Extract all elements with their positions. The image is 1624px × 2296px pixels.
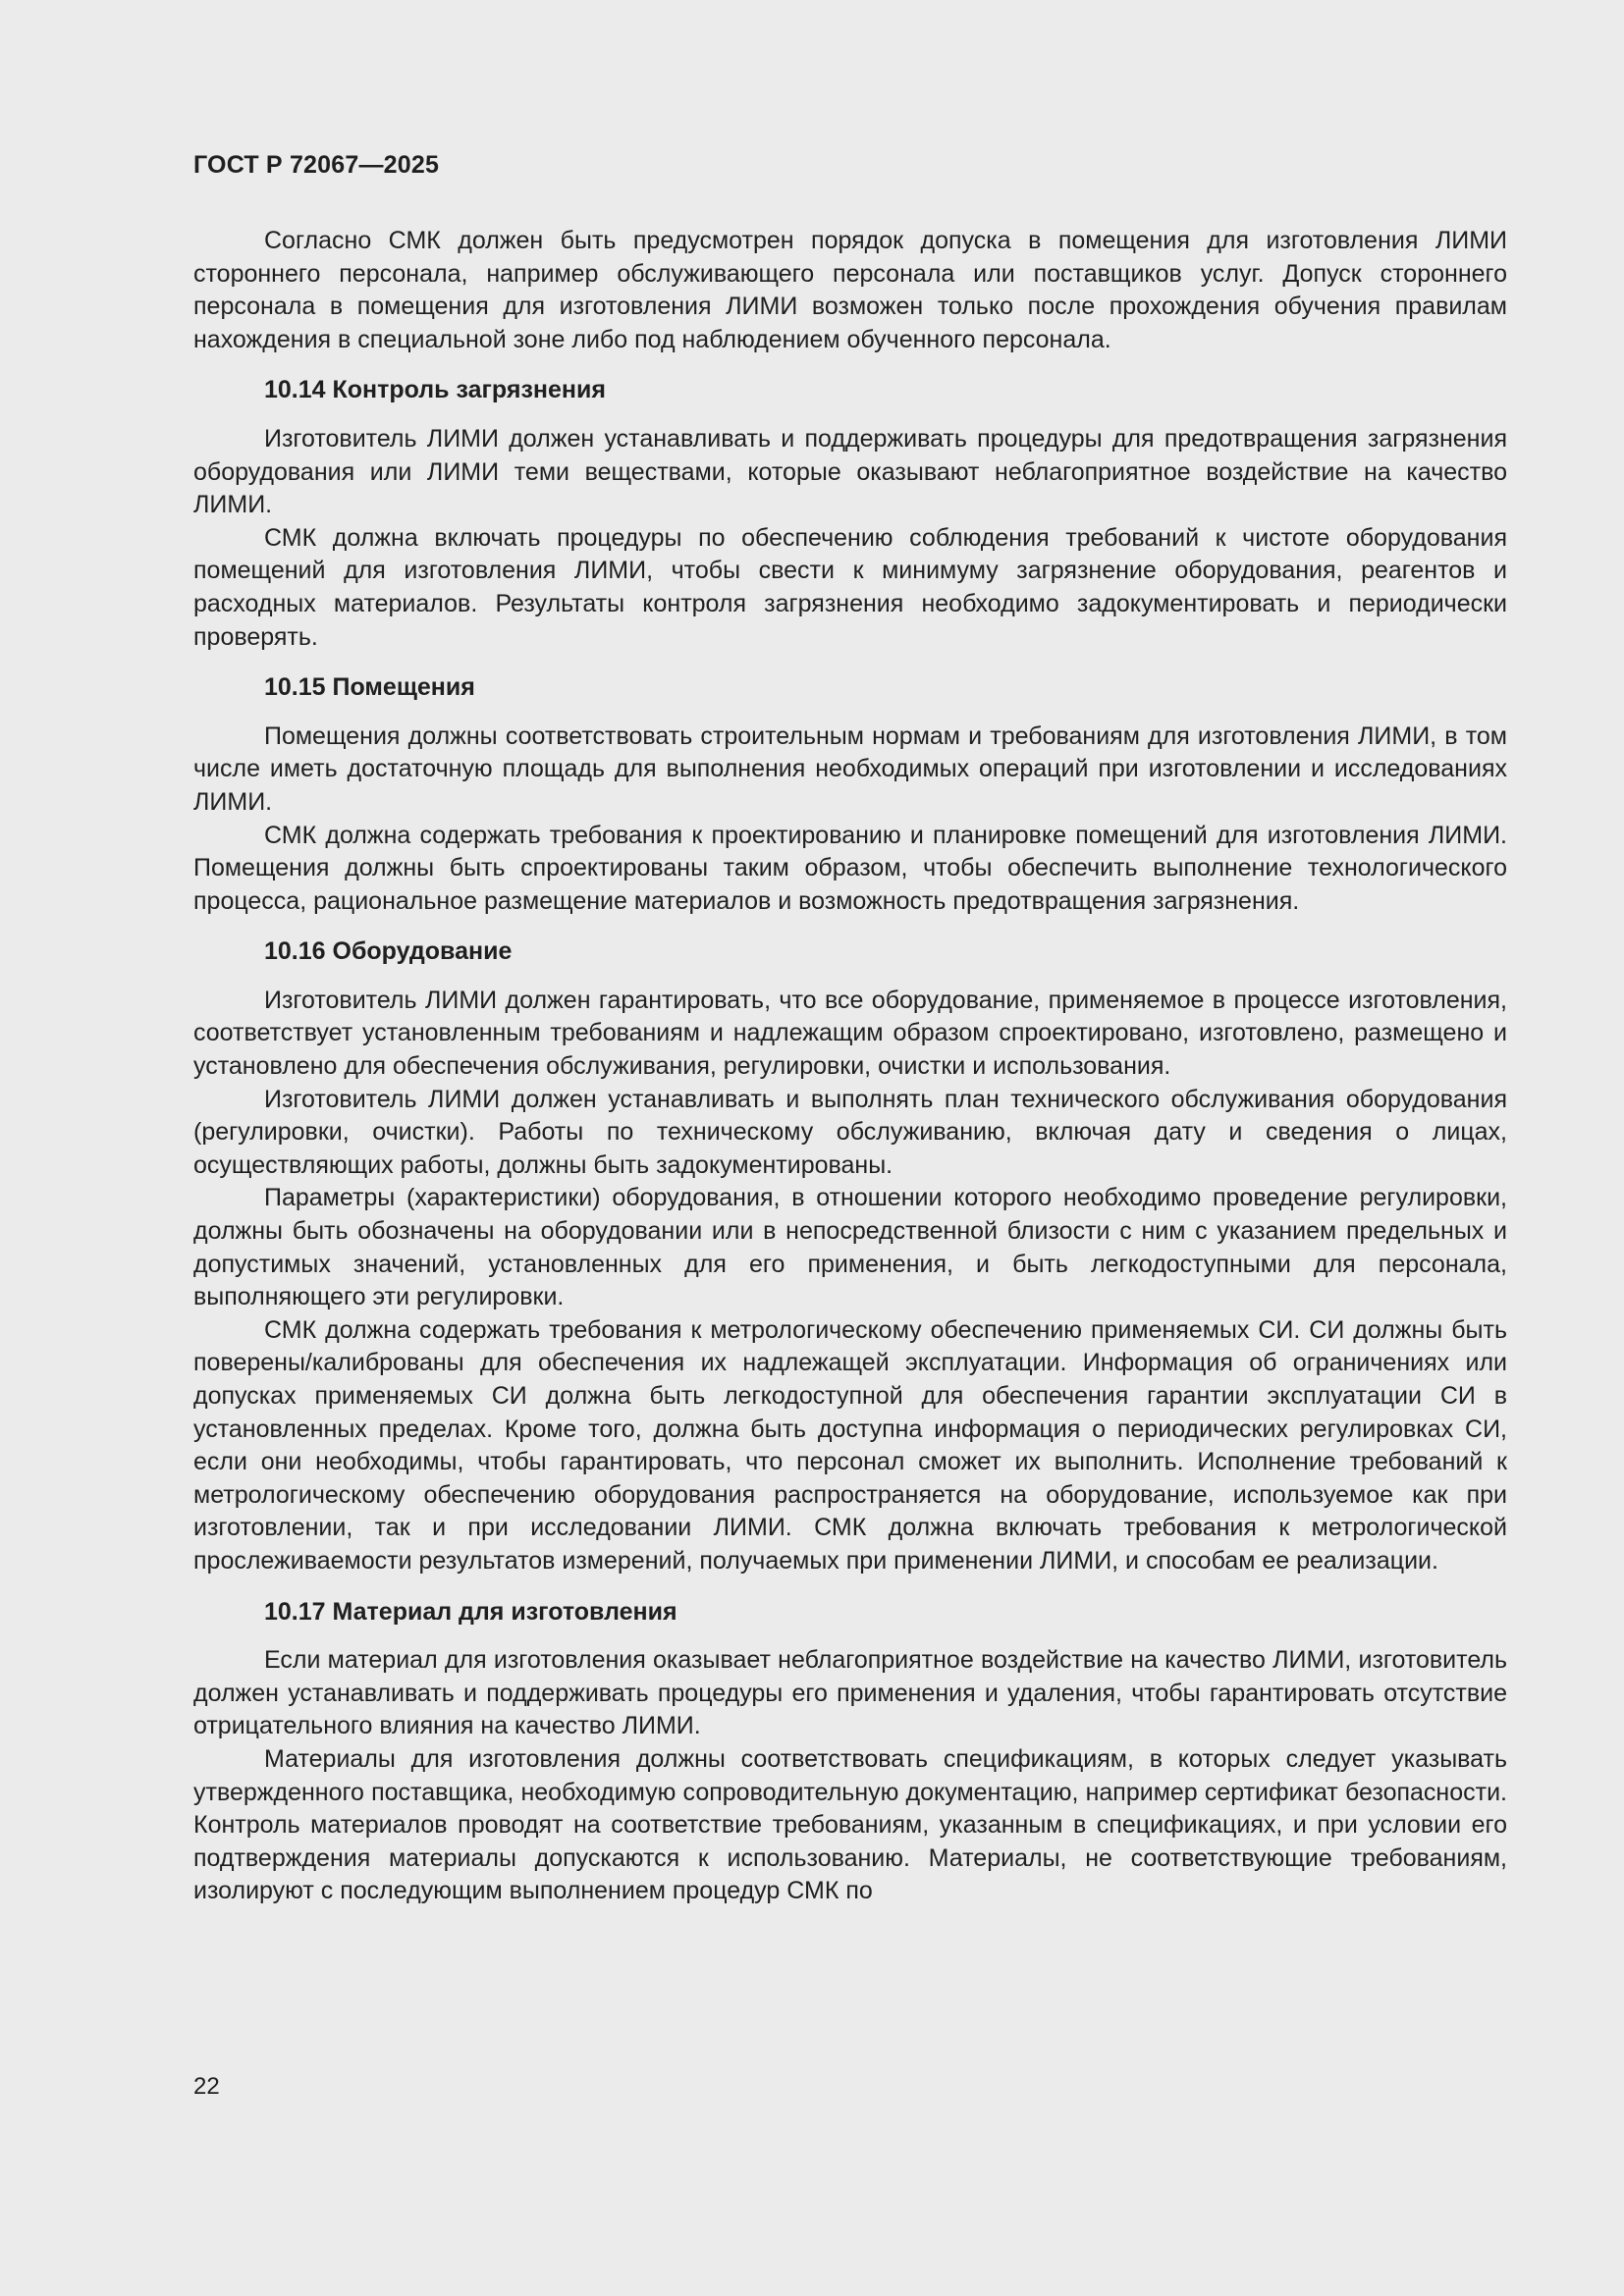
document-body [193, 225, 1507, 1908]
paragraph-10-15-2: СМК должна содержать требования к проектированию и планировке помещений для изготовления ЛИМИ. Помещения должны быть спроектированы таким образом, чтобы обеспечить выполнение технологического процесса, рациональное размещение материалов и возможность предотвращения загрязнения. [193, 821, 1507, 915]
paragraph-10-14-1: Изготовитель ЛИМИ должен устанавливать и поддерживать процедуры для предотвращения загрязнения оборудования или ЛИМИ теми веществами, которые оказывают неблагоприятное воздействие на качество ЛИМИ. [193, 424, 1507, 519]
page-number: 22 [193, 2073, 220, 2100]
section-heading-10-16: 10.16 Оборудование [264, 937, 513, 966]
paragraph-10-16-2: Изготовитель ЛИМИ должен устанавливать и выполнять план технического обслуживания оборудования (регулировки, очистки). Работы по техническому обслуживанию, включая дату и сведения о лицах, осуществляющих работы, должны быть задокументированы. [193, 1085, 1507, 1179]
paragraph-10-16-3: Параметры (характеристики) оборудования, в отношении которого необходимо проведение регулировки, должны быть обозначены на оборудовании или в непосредственной близости с ним с указанием предельных и допустимых значений, установленных для его применения, и быть легкодоступными для персонала, выполняющего эти регулировки. [193, 1184, 1507, 1311]
section-heading-10-15: 10.15 Помещения [264, 673, 475, 702]
standard-designation: ГОСТ Р 72067—2025 [193, 151, 440, 179]
paragraph-10-17-2: Материалы для изготовления должны соответствовать спецификациям, в которых следует указывать утвержденного поставщика, необходимую сопроводительную документацию, например сертификат безопасности. Контроль материалов проводят на соответствие требованиям, указанным в спецификациях, и при условии его подтверждения материалы допускаются к использованию. Материалы, не соответствующие требованиям, изолируют с последующим выполнением процедур СМК по [193, 1744, 1507, 1905]
paragraph-10-14-2: СМК должна включать процедуры по обеспечению соблюдения требований к чистоте оборудования помещений для изготовления ЛИМИ, чтобы свести к минимуму загрязнение оборудования, реагентов и расходных материалов. Результаты контроля загрязнения необходимо задокументировать и периодически проверять. [193, 523, 1507, 651]
paragraph-10-16-1: Изготовитель ЛИМИ должен гарантировать, что все оборудование, применяемое в процессе изготовления, соответствует установленным требованиям и надлежащим образом спроектировано, изготовлено, размещено и установлено для обеспечения обслуживания, регулировки, очистки и использования. [193, 986, 1507, 1081]
paragraph-10-15-1: Помещения должны соответствовать строительным нормам и требованиям для изготовления ЛИМИ, в том числе иметь достаточную площадь для выполнения необходимых операций при изготовлении и исследованиях ЛИМИ. [193, 721, 1507, 816]
section-heading-10-14: 10.14 Контроль загрязнения [264, 376, 606, 404]
intro-paragraph: Согласно СМК должен быть предусмотрен порядок допуска в помещения для изготовления ЛИМИ стороннего персонала, например обслуживающего персонала или поставщиков услуг. Допуск стороннего персонала в помещения для изготовления ЛИМИ возможен только после прохождения обучения правилам нахождения в специальной зоне либо под наблюдением обученного персонала. [193, 227, 1507, 353]
section-heading-10-17: 10.17 Материал для изготовления [264, 1597, 677, 1626]
paragraph-10-16-4: СМК должна содержать требования к метрологическому обеспечению применяемых СИ. СИ должны быть поверены/калиброваны для обеспечения их надлежащей эксплуатации. Информация об ограничениях или допусках применяемых СИ должна быть легкодоступной для обеспечения гарантии эксплуатации СИ в установленных пределах. Кроме того, должна быть доступна информация о периодических регулировках СИ, если они необходимы, чтобы гарантировать, что персонал сможет их выполнить. Исполнение требований к метрологическому обеспечению оборудования распространяется на оборудование, используемое как при изготовлении, так и при исследовании ЛИМИ. СМК должна включать требования к метрологической прослеживаемости результатов измерений, получаемых при применении ЛИМИ, и способам ее реализации. [193, 1315, 1507, 1575]
paragraph-10-17-1: Если материал для изготовления оказывает неблагоприятное воздействие на качество ЛИМИ, изготовитель должен устанавливать и поддерживать процедуры его применения и удаления, чтобы гарантировать отсутствие отрицательного влияния на качество ЛИМИ. [193, 1646, 1507, 1740]
